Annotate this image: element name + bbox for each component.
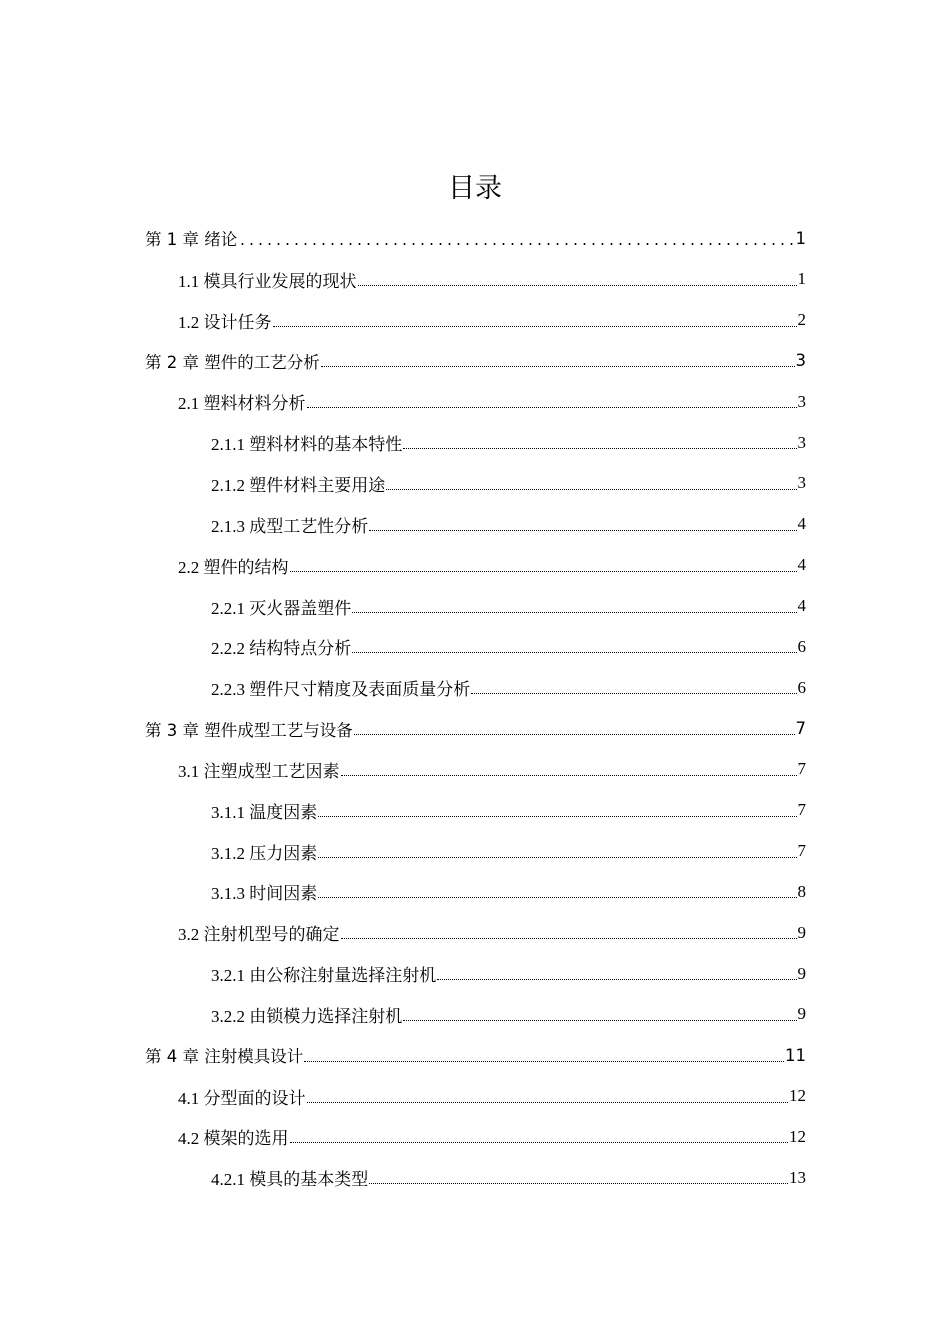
toc-dot-leader (471, 679, 796, 696)
toc-entry-level-3[interactable] (0, 586, 950, 627)
toc-entry-label: 3.2.2 由锁模力选择注射机 (211, 1006, 403, 1026)
toc-entry-page-number: 6 (797, 677, 806, 697)
toc-entry-label: 3.1.3 时间因素 (211, 884, 318, 904)
toc-entry-label: 2.2.3 塑件尺寸精度及表面质量分析 (211, 680, 471, 700)
toc-entry-label: 4.2 模架的选用 (178, 1129, 289, 1149)
toc-entry-level-1[interactable] (0, 341, 950, 382)
toc-entry-page-number: 4 (797, 514, 806, 534)
toc-entry-page-number: 4 (797, 555, 806, 575)
toc-entry-level-2[interactable] (0, 1117, 950, 1158)
toc-dot-leader (307, 1088, 789, 1105)
toc-entry-label: 2.1 塑料材料分析 (178, 394, 306, 414)
toc-dot-leader (358, 271, 797, 288)
toc-entry-label: 1.2 设计任务 (178, 312, 272, 332)
toc-entry-page-number: 9 (797, 1004, 806, 1024)
toc-entry-level-3[interactable] (0, 1157, 950, 1198)
toc-entry-level-3[interactable] (0, 422, 950, 463)
toc-dot-leader (352, 638, 796, 655)
toc-dot-leader (290, 1128, 789, 1145)
toc-entry-label: 2.2.1 灭火器盖塑件 (211, 598, 352, 618)
toc-dot-leader (354, 720, 795, 737)
toc-entry-label: 3.1.1 温度因素 (211, 802, 318, 822)
toc-entry-level-1[interactable] (0, 708, 950, 749)
toc-entry-label: 4.1 分型面的设计 (178, 1088, 306, 1108)
toc-entry-label: 2.1.3 成型工艺性分析 (211, 516, 369, 536)
toc-entry-label: 3.1 注塑成型工艺因素 (178, 761, 340, 781)
toc-dot-leader (437, 965, 796, 982)
toc-dot-leader (341, 924, 797, 941)
toc-entry-level-3[interactable] (0, 667, 950, 708)
toc-dot-leader (273, 312, 797, 329)
toc-entry-page-number: 9 (797, 963, 806, 983)
toc-list (0, 218, 950, 1198)
toc-entry-label: 第 2 章 塑件的工艺分析 (145, 352, 320, 372)
toc-entry-level-3[interactable] (0, 994, 950, 1035)
toc-entry-page-number: 7 (795, 719, 806, 739)
toc-entry-level-2[interactable] (0, 300, 950, 341)
toc-entry-level-3[interactable] (0, 831, 950, 872)
toc-title: 目录 (448, 173, 502, 204)
toc-entry-level-2[interactable] (0, 259, 950, 300)
toc-dot-leader (304, 1047, 784, 1064)
toc-dot-leader (307, 393, 797, 410)
toc-entry-label: 2.1.1 塑料材料的基本特性 (211, 435, 403, 455)
toc-dot-leader (318, 883, 796, 900)
toc-entry-page-number: 7 (797, 841, 806, 861)
toc-entry-level-1[interactable] (0, 1035, 950, 1076)
toc-entry-page-number: 2 (797, 310, 806, 330)
toc-entry-page-number: 7 (797, 759, 806, 779)
toc-entry-level-2[interactable] (0, 1076, 950, 1117)
toc-entry-label: 2.1.2 塑件材料主要用途 (211, 475, 386, 495)
toc-entry-label: 第 1 章 绪论 (145, 230, 238, 250)
toc-dot-leader (369, 1169, 788, 1186)
toc-entry-level-3[interactable] (0, 953, 950, 994)
toc-entry-page-number: 4 (797, 596, 806, 616)
toc-entry-page-number: 13 (789, 1167, 806, 1187)
toc-entry-page-number: 6 (797, 636, 806, 656)
toc-entry-page-number: 12 (789, 1086, 806, 1106)
toc-entry-level-2[interactable] (0, 381, 950, 422)
toc-entry-level-1[interactable] (0, 218, 950, 259)
toc-entry-label: 2.2 塑件的结构 (178, 557, 289, 577)
toc-dot-leader (352, 598, 796, 615)
toc-entry-level-3[interactable] (0, 790, 950, 831)
toc-entry-page-number: 8 (797, 881, 806, 901)
toc-entry-label: 3.2 注射机型号的确定 (178, 925, 340, 945)
toc-entry-page-number: 3 (797, 391, 806, 411)
toc-entry-page-number: 3 (797, 432, 806, 452)
toc-dot-leader (290, 557, 797, 574)
toc-entry-page-number: 7 (797, 800, 806, 820)
toc-entry-level-2[interactable] (0, 545, 950, 586)
toc-entry-label: 4.2.1 模具的基本类型 (211, 1170, 369, 1190)
toc-entry-label: 第 4 章 注射模具设计 (145, 1047, 304, 1067)
toc-entry-page-number: 9 (797, 922, 806, 942)
toc-entry-label: 第 3 章 塑件成型工艺与设备 (145, 720, 353, 740)
toc-dot-leader (403, 1006, 796, 1023)
toc-dot-leader (386, 475, 796, 492)
toc-entry-page-number: 3 (797, 473, 806, 493)
toc-entry-page-number: 1 (795, 228, 806, 248)
toc-entry-label: 2.2.2 结构特点分析 (211, 639, 352, 659)
toc-entry-label: 1.1 模具行业发展的现状 (178, 271, 357, 291)
toc-entry-level-3[interactable] (0, 463, 950, 504)
toc-entry-level-3[interactable] (0, 626, 950, 667)
toc-entry-label: 3.2.1 由公称注射量选择注射机 (211, 966, 437, 986)
toc-dot-leader (318, 802, 796, 819)
toc-dot-leader (238, 230, 794, 247)
toc-dot-leader (369, 516, 796, 533)
toc-entry-level-2[interactable] (0, 912, 950, 953)
toc-dot-leader (318, 843, 796, 860)
toc-entry-page-number: 12 (789, 1126, 806, 1146)
toc-entry-page-number: 3 (795, 351, 806, 371)
toc-dot-leader (321, 353, 795, 370)
toc-entry-page-number: 11 (785, 1045, 806, 1065)
toc-dot-leader (403, 434, 796, 451)
toc-entry-level-3[interactable] (0, 504, 950, 545)
toc-entry-label: 3.1.2 压力因素 (211, 843, 318, 863)
toc-entry-level-2[interactable] (0, 749, 950, 790)
toc-entry-page-number: 1 (797, 269, 806, 289)
toc-dot-leader (341, 761, 797, 778)
toc-entry-level-3[interactable] (0, 872, 950, 913)
